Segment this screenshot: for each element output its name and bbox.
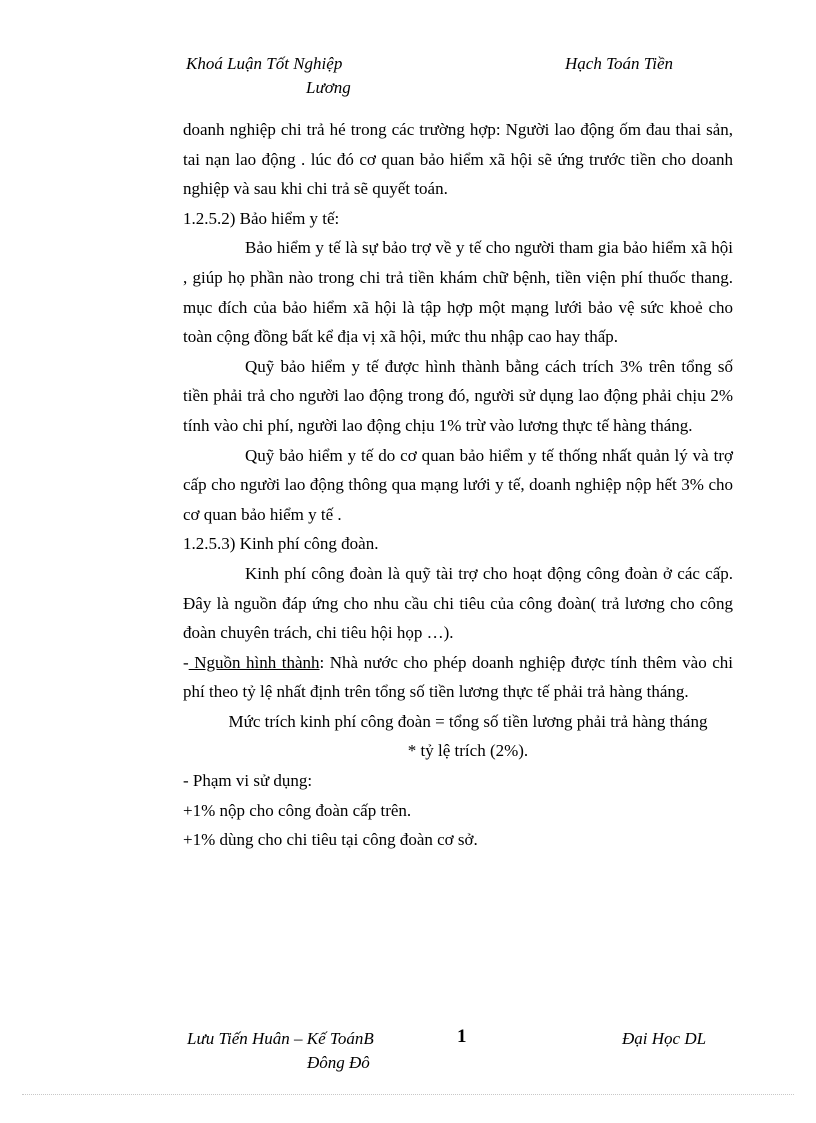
footer-author-cont: Đông Đô bbox=[307, 1053, 370, 1072]
funding-source-text: : Nhà nước cho phép doanh nghiệp được tính thêm vào chi phí theo tỷ lệ nhất định trên tổng số tiền lương thực tế phải trả hàng tháng. bbox=[183, 652, 733, 702]
paragraph-funding-source bbox=[183, 648, 733, 707]
header-thesis-title-cont: Lương bbox=[306, 78, 351, 97]
scope-item-base: +1% dùng cho chi tiêu tại công đoàn cơ sở. bbox=[183, 830, 478, 850]
paragraph-union-fee-definition: Kinh phí công đoàn là quỹ tài trợ cho hoạt động công đoàn ở các cấp. Đây là nguồn đáp ứng cho nhu cầu chi tiêu của công đoàn( trả lương cho công đoàn chuyên trách, chi tiêu hội họp …). bbox=[183, 563, 733, 643]
funding-source-label: Nguồn hình thành bbox=[188, 652, 320, 672]
footer-left bbox=[187, 1027, 407, 1075]
scope-item-upper: +1% nộp cho công đoàn cấp trên. bbox=[183, 800, 412, 820]
footer-author: Lưu Tiến Huân – Kế ToánB bbox=[187, 1029, 374, 1048]
section-heading-health-insurance: 1.2.5.2) Bảo hiểm y tế: bbox=[183, 208, 340, 228]
page-number: 1 bbox=[457, 1026, 467, 1047]
formula-line-2: * tỷ lệ trích (2%). bbox=[407, 741, 529, 761]
paragraph-health-insurance-management: Quỹ bảo hiểm y tế do cơ quan bảo hiểm y tế thống nhất quản lý và trợ cấp cho người lao động thông qua mạng lưới y tế, doanh nghiệp nộp hết 3% cho cơ quan bảo hiểm y tế . bbox=[183, 445, 733, 524]
document-body bbox=[183, 115, 733, 855]
footer-university: Đại Học DL bbox=[622, 1029, 707, 1048]
paragraph-continued: doanh nghiệp chi trả hé trong các trường hợp: Người lao động ốm đau thai sản, tai nạn lao động . lúc đó cơ quan bảo hiểm xã hội sẽ ứng trước tiền cho doanh nghiệp và sau khi chi trả sẽ quyết toán. bbox=[183, 120, 733, 199]
paragraph-health-insurance-definition: Bảo hiểm y tế là sự bảo trợ về y tế cho người tham gia bảo hiểm xã hội , giúp họ phần nào trong chi trả tiền khám chữ bệnh, tiền viện phí thuốc thang. mục đích của bảo hiểm xã hội là tập hợp một mạng lưới bảo vệ sức khoẻ cho toàn cộng đồng bất kể địa vị xã hội, mức thu nhập cao hay thấp. bbox=[183, 238, 733, 347]
header-topic: Hạch Toán Tiền bbox=[565, 54, 674, 73]
paragraph-health-insurance-fund: Quỹ bảo hiểm y tế được hình thành bằng cách trích 3% trên tổng số tiền phải trả cho người lao động trong đó, người sử dụng lao động phải chịu 2% tính vào chi phí, người lao động chịu 1% trừ vào lương thực tế hàng tháng. bbox=[183, 356, 733, 435]
header-thesis-title: Khoá Luận Tốt Nghiệp bbox=[186, 54, 343, 73]
funding-source-dash: - bbox=[183, 652, 189, 672]
section-heading-union-fee: 1.2.5.3) Kinh phí công đoàn. bbox=[183, 534, 379, 554]
page-bottom-divider bbox=[22, 1094, 794, 1095]
header-left bbox=[186, 52, 386, 100]
formula-line-1: Mức trích kinh phí công đoàn = tổng số tiền lương phải trả hàng tháng bbox=[228, 711, 708, 731]
scope-title: - Phạm vi sử dụng: bbox=[183, 771, 313, 791]
